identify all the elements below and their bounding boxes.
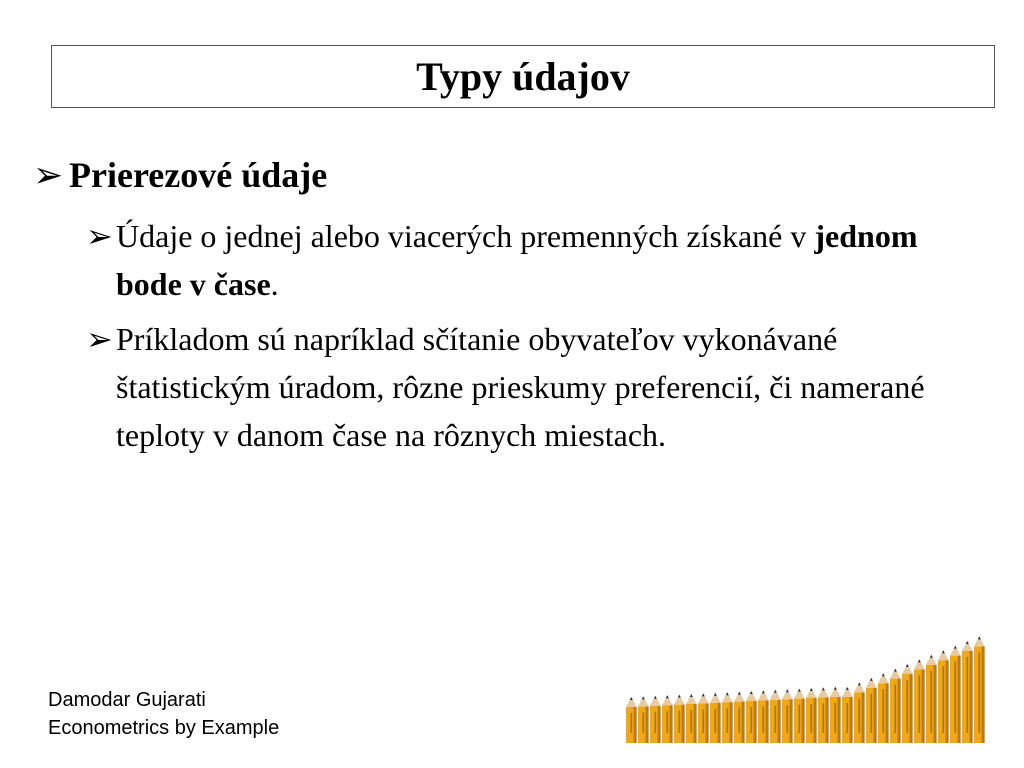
pencil-icon: [902, 664, 913, 743]
heading-text: Prierezové údaje: [69, 155, 328, 195]
pencil-icon: [818, 687, 829, 743]
pencil-icon: [926, 655, 937, 743]
pencil-icon: [674, 695, 685, 743]
pencil-icon: [878, 673, 889, 743]
sub-bullet-1-bold: jednom bode v čase: [116, 218, 918, 302]
pencil-icon: [698, 693, 709, 743]
pencils-decoration-image: [624, 625, 986, 743]
sub-bullet-1-part: Údaje o jednej alebo viacerých premenných získané v: [116, 218, 815, 254]
pencil-icon: [806, 688, 817, 743]
pencil-icon: [626, 697, 637, 743]
pencil-icon: [890, 669, 901, 743]
sub-bullet-1-text: [116, 212, 986, 308]
pencil-icon: [830, 687, 841, 743]
sub-bullet-1-end: .: [270, 266, 279, 302]
pencil-icon: [746, 691, 757, 743]
arrow-bullet-icon: ➢: [86, 321, 113, 357]
pencil-icon: [734, 692, 745, 743]
pencil-icon: [782, 689, 793, 743]
pencil-icon: [638, 696, 649, 743]
sub-bullet-2: [86, 315, 986, 459]
pencil-icon: [842, 687, 853, 743]
pencil-icon: [866, 678, 877, 743]
pencil-icon: [962, 641, 973, 743]
pencil-icon: [794, 689, 805, 743]
heading-bullet: [33, 153, 993, 197]
title-box: [51, 45, 995, 108]
arrow-bullet-icon: ➢: [33, 155, 64, 195]
footer-book: Econometrics by Example: [48, 717, 280, 739]
footer-author: Damodar Gujarati: [48, 689, 206, 711]
pencil-icon: [974, 636, 985, 743]
pencil-icon: [722, 692, 733, 743]
pencil-icon: [758, 690, 769, 743]
sub-bullet-2-text: Príkladom sú napríklad sčítanie obyvateľov vykonávané štatistickým úradom, rôzne prieskumy preferencií, či namerané teploty v danom čase na rôznych miestach.: [116, 321, 925, 453]
pencil-icon: [854, 682, 865, 743]
pencil-icon: [662, 695, 673, 743]
pencil-icon: [686, 694, 697, 743]
footer: [48, 686, 279, 742]
pencil-icon: [950, 646, 961, 743]
pencil-icon: [938, 650, 949, 743]
pencil-icon: [650, 696, 661, 743]
pencil-icon: [710, 693, 721, 743]
sub-bullet-1: [86, 212, 986, 308]
pencil-icon: [770, 690, 781, 743]
pencil-icon: [914, 659, 925, 743]
slide-title: Typy údajov: [416, 53, 630, 99]
arrow-bullet-icon: ➢: [86, 218, 113, 254]
